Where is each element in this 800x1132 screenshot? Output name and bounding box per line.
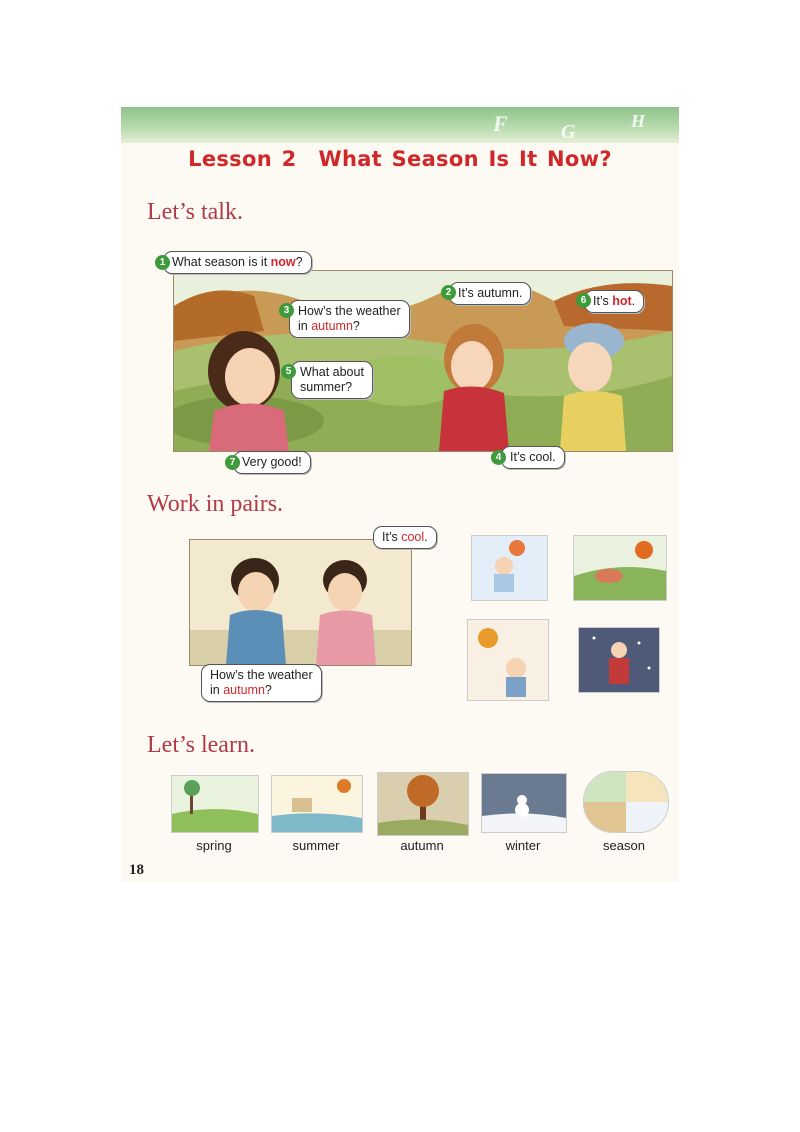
top-banner: [121, 107, 679, 143]
lesson-number: Lesson 2: [188, 147, 297, 171]
dialogue-number: 6: [576, 293, 591, 308]
dialogue-number: 7: [225, 455, 240, 470]
vocab-picture-summer: [271, 775, 363, 833]
vocab-picture-autumn: [377, 772, 469, 836]
section-heading-pairs: Work in pairs.: [147, 491, 284, 517]
speech-bubble: How’s the weather in autumn?: [289, 300, 410, 338]
banner-letter: H: [631, 111, 646, 131]
dialogue-number: 5: [281, 364, 296, 379]
section-heading-talk: Let’s talk.: [147, 199, 243, 225]
speech-bubble: It’s hot.: [584, 290, 644, 313]
vocab-word: summer: [292, 838, 340, 853]
vocab-word: spring: [196, 838, 232, 853]
vocab-word: season: [603, 838, 645, 853]
banner-letter: F: [493, 111, 508, 136]
dialogue-number: 2: [441, 285, 456, 300]
speech-bubble: What season is it now?: [163, 251, 312, 274]
speech-bubble: It’s cool.: [501, 446, 565, 469]
vocab-picture-season: [583, 771, 669, 833]
dialogue-number: 4: [491, 450, 506, 465]
weather-picture-cool: [471, 535, 548, 601]
weather-picture-windy: [467, 619, 549, 701]
speech-bubble: Very good!: [233, 451, 311, 474]
speech-bubble: What about summer?: [291, 361, 373, 399]
speech-bubble: How’s the weather in autumn?: [201, 664, 322, 702]
vocab-picture-winter: [481, 773, 567, 833]
dialogue-number: 3: [279, 303, 294, 318]
speech-bubble: It’s autumn.: [449, 282, 531, 305]
pairs-illustration: [189, 539, 412, 666]
weather-picture-cold: [578, 627, 660, 693]
weather-picture-hot: [573, 535, 667, 601]
vocab-picture-spring: [171, 775, 259, 833]
lesson-name: What Season Is It Now?: [318, 147, 612, 171]
lesson-title: [121, 147, 679, 171]
textbook-page: [121, 107, 679, 882]
dialogue-number: 1: [155, 255, 170, 270]
vocab-word: autumn: [400, 838, 444, 853]
banner-letter: G: [561, 121, 576, 143]
speech-bubble: It’s cool.: [373, 526, 437, 549]
vocab-word: winter: [505, 838, 541, 853]
section-heading-learn: Let’s learn.: [147, 732, 255, 758]
page-number: 18: [129, 862, 144, 878]
